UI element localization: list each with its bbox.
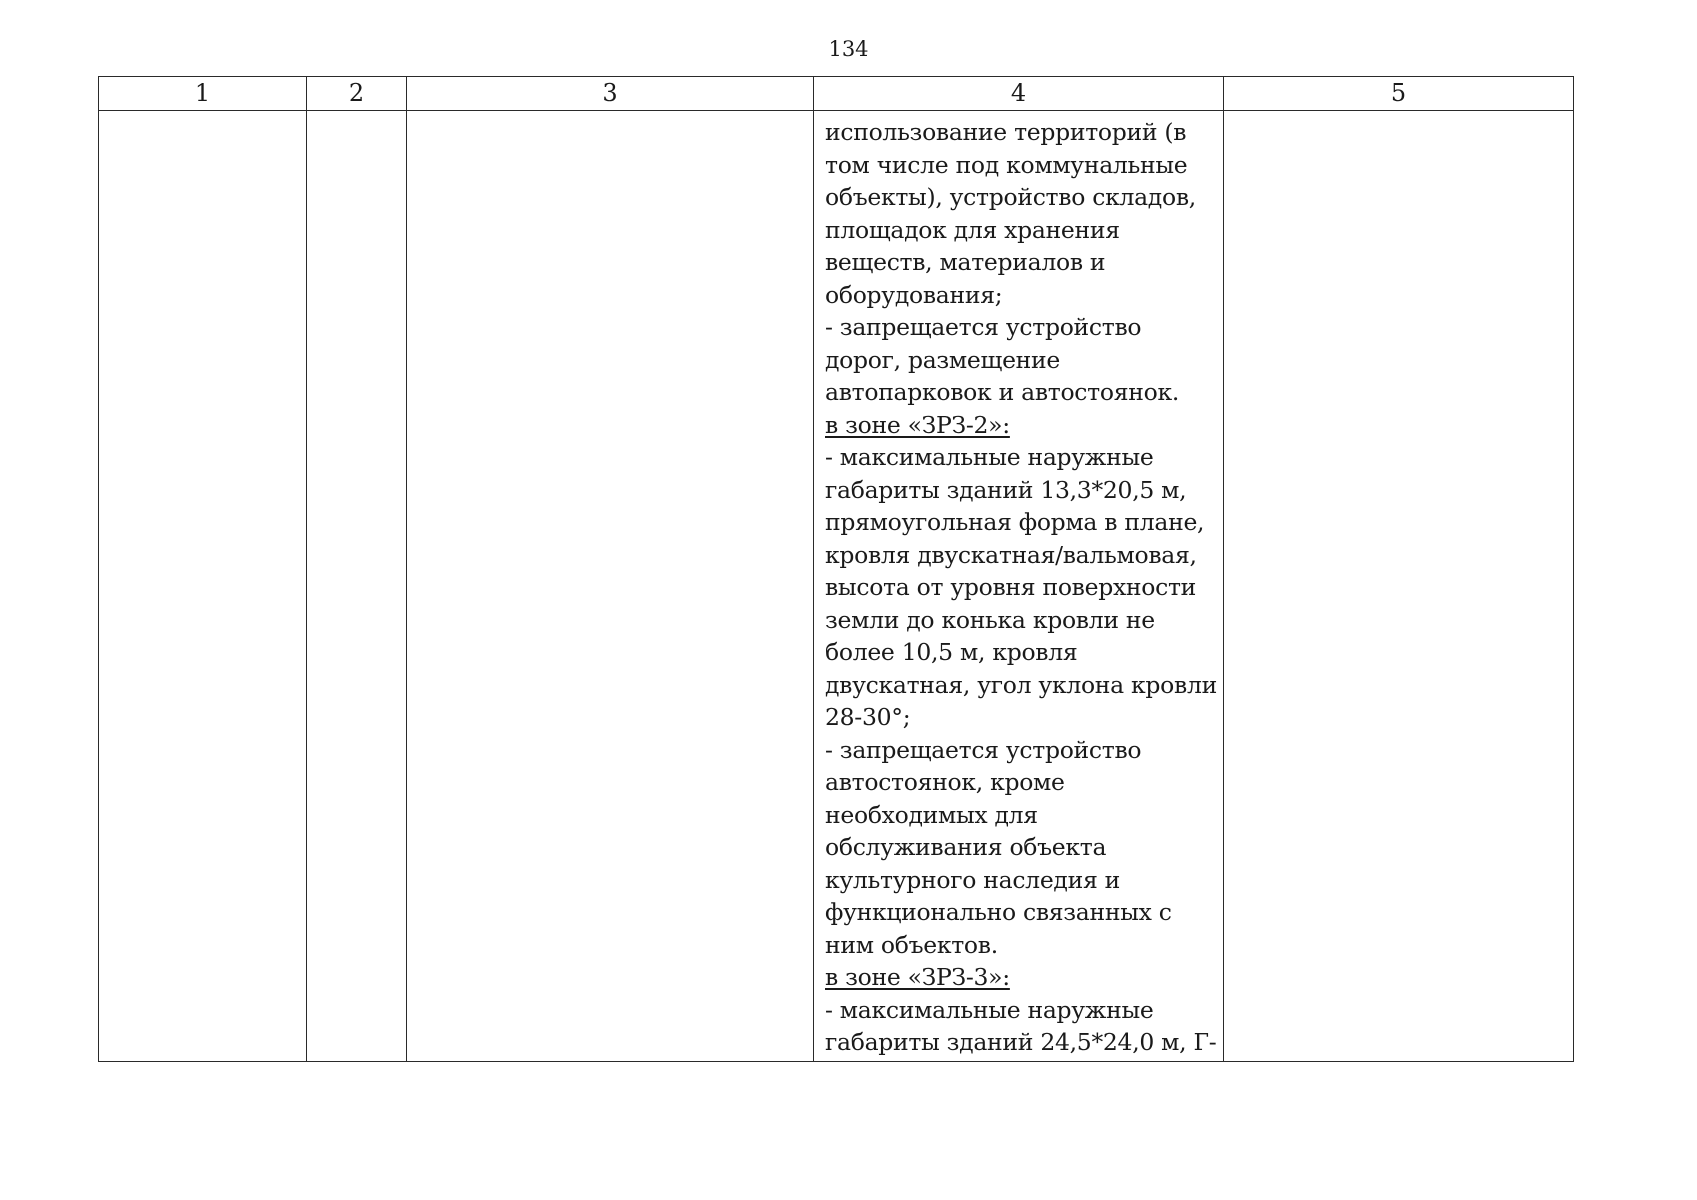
text-line: габариты зданий 24,5*24,0 м, Г- xyxy=(825,1028,1217,1056)
text-line: кровля двускатная/вальмовая, xyxy=(825,540,1197,569)
header-row xyxy=(99,77,1574,111)
table-header xyxy=(99,77,1574,111)
text-line: - максимальные наружные xyxy=(825,443,1154,471)
text-line: том числе под коммунальные xyxy=(825,150,1188,179)
column-header-1: 1 xyxy=(99,77,307,111)
text-line: площадок для хранения xyxy=(825,215,1120,244)
text-line: земли до конька кровли не xyxy=(825,605,1155,634)
cell-col3 xyxy=(407,111,814,1062)
text-line: автостоянок, кроме xyxy=(825,768,1065,796)
document-table xyxy=(98,76,1574,1062)
text-line: дорог, размещение xyxy=(825,345,1061,374)
text-line: функционально связанных с xyxy=(825,898,1172,926)
text-line: обслуживания объекта xyxy=(825,833,1107,861)
text-line: габариты зданий 13,3*20,5 м, xyxy=(825,475,1187,504)
column-header-5: 5 xyxy=(1224,77,1574,111)
page-number: 134 xyxy=(828,37,869,61)
text-line: культурного наследия и xyxy=(825,865,1121,894)
zone-heading-line: в зоне «ЗРЗ-3»: xyxy=(825,963,1010,991)
text-line: - запрещается устройство xyxy=(825,313,1142,341)
zone-heading-line: в зоне «ЗРЗ-2»: xyxy=(825,410,1010,439)
text-line: ним объектов. xyxy=(825,930,998,959)
text-line: высота от уровня поверхности xyxy=(825,573,1197,601)
text-line: автопарковок и автостоянок. xyxy=(825,378,1180,406)
column-header-4: 4 xyxy=(814,77,1224,111)
cell-col5 xyxy=(1224,111,1574,1062)
cell-col1 xyxy=(99,111,307,1062)
text-line: объекты), устройство складов, xyxy=(825,183,1196,211)
requirements-text xyxy=(825,116,1215,1059)
text-line: более 10,5 м, кровля xyxy=(825,638,1078,666)
text-line: - максимальные наружные xyxy=(825,995,1154,1024)
cell-col4 xyxy=(814,111,1224,1062)
text-line: - запрещается устройство xyxy=(825,735,1142,764)
text-line: оборудования; xyxy=(825,280,1003,309)
text-line: двускатная, угол уклона кровли xyxy=(825,670,1217,699)
text-line: 28-30°; xyxy=(825,703,911,731)
cell-col2 xyxy=(307,111,407,1062)
text-line: веществ, материалов и xyxy=(825,248,1106,276)
table-row xyxy=(99,111,1574,1062)
text-line: необходимых для xyxy=(825,800,1038,829)
column-header-2: 2 xyxy=(307,77,407,111)
text-line: прямоугольная форма в плане, xyxy=(825,508,1205,536)
column-header-3: 3 xyxy=(407,77,814,111)
table-body xyxy=(99,111,1574,1062)
text-line: использование территорий (в xyxy=(825,118,1187,146)
